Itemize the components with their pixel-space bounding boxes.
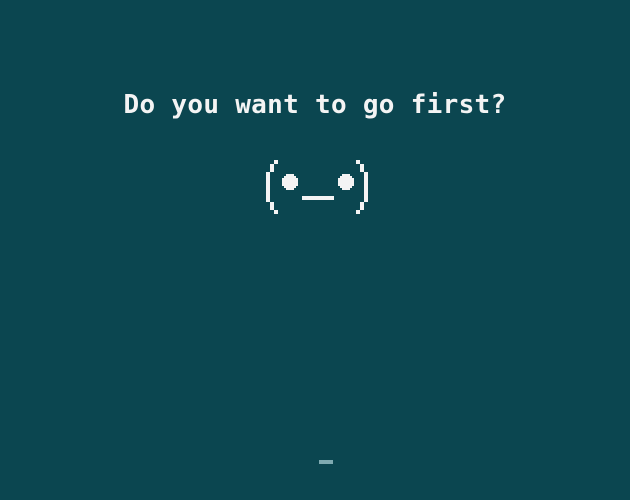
neutral-face-icon	[260, 158, 378, 222]
question-text: Do you want to go first?	[123, 90, 507, 120]
text-cursor-icon	[319, 460, 333, 464]
